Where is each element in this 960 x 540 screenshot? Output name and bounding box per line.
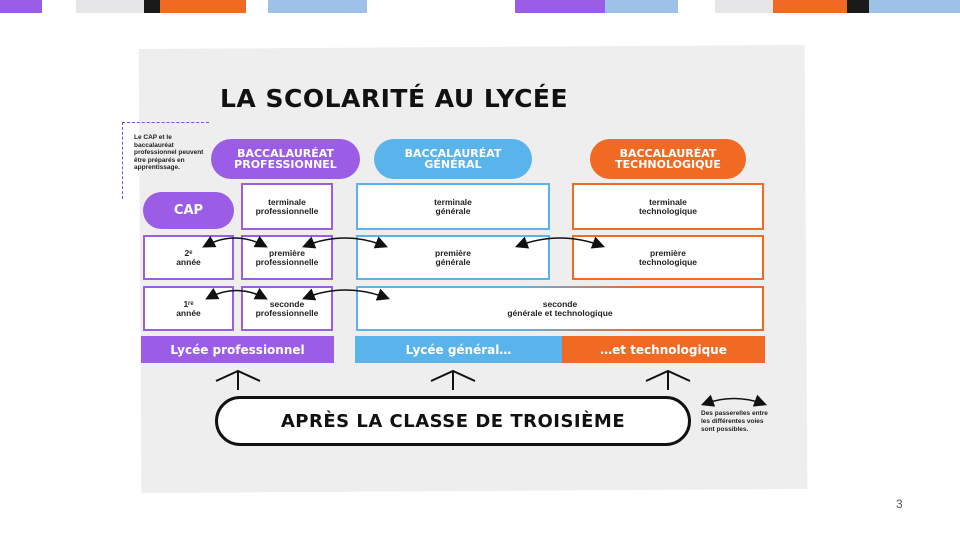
up-arrow xyxy=(431,371,475,390)
bar-lycee-general: Lycée général… xyxy=(355,336,562,363)
page-number: 3 xyxy=(896,497,903,511)
up-arrow xyxy=(216,371,260,390)
cap-year1-box: 1ʳᵉ année xyxy=(143,286,234,331)
legend-note: Des passerelles entre les différentes voies sont possibles. xyxy=(701,410,768,433)
up-arrow xyxy=(646,371,690,390)
header-bac-techno: BACCALAURÉAT TECHNOLOGIQUE xyxy=(590,139,746,179)
passerelle-arrow xyxy=(305,238,385,246)
passerelle-arrow xyxy=(205,238,265,246)
terminale-pro-box: terminale professionnelle xyxy=(241,183,333,230)
passerelle-arrow xyxy=(518,238,602,246)
terminale-tech-box: terminale technologique xyxy=(572,183,764,230)
bar-lycee-pro: Lycée professionnel xyxy=(141,336,334,363)
seconde-commune-box: seconde générale et technologique xyxy=(358,288,762,329)
side-note: Le CAP et le baccalauréat professionnel peuvent être préparés en apprentissage. xyxy=(134,134,204,171)
header-bac-general: BACCALAURÉAT GÉNÉRAL xyxy=(374,139,532,179)
premiere-pro-box: première professionnelle xyxy=(241,235,333,280)
bar-lycee-techno: …et technologique xyxy=(562,336,765,363)
apres-troisieme-box: APRÈS LA CLASSE DE TROISIÈME xyxy=(215,396,691,446)
premiere-gen-box: première générale xyxy=(356,235,550,280)
seconde-pro-box: seconde professionnelle xyxy=(241,286,333,331)
premiere-tech-box: première technologique xyxy=(572,235,764,280)
cap-pill: CAP xyxy=(143,192,234,229)
passerelle-arrow xyxy=(208,291,265,299)
cap-year2-box: 2ᵉ année xyxy=(143,235,234,280)
legend-arrow xyxy=(704,399,764,405)
terminale-gen-box: terminale générale xyxy=(356,183,550,230)
passerelle-arrow xyxy=(305,290,387,298)
header-bac-pro: BACCALAURÉAT PROFESSIONNEL xyxy=(211,139,360,179)
diagram-title: LA SCOLARITÉ AU LYCÉE xyxy=(220,84,569,113)
